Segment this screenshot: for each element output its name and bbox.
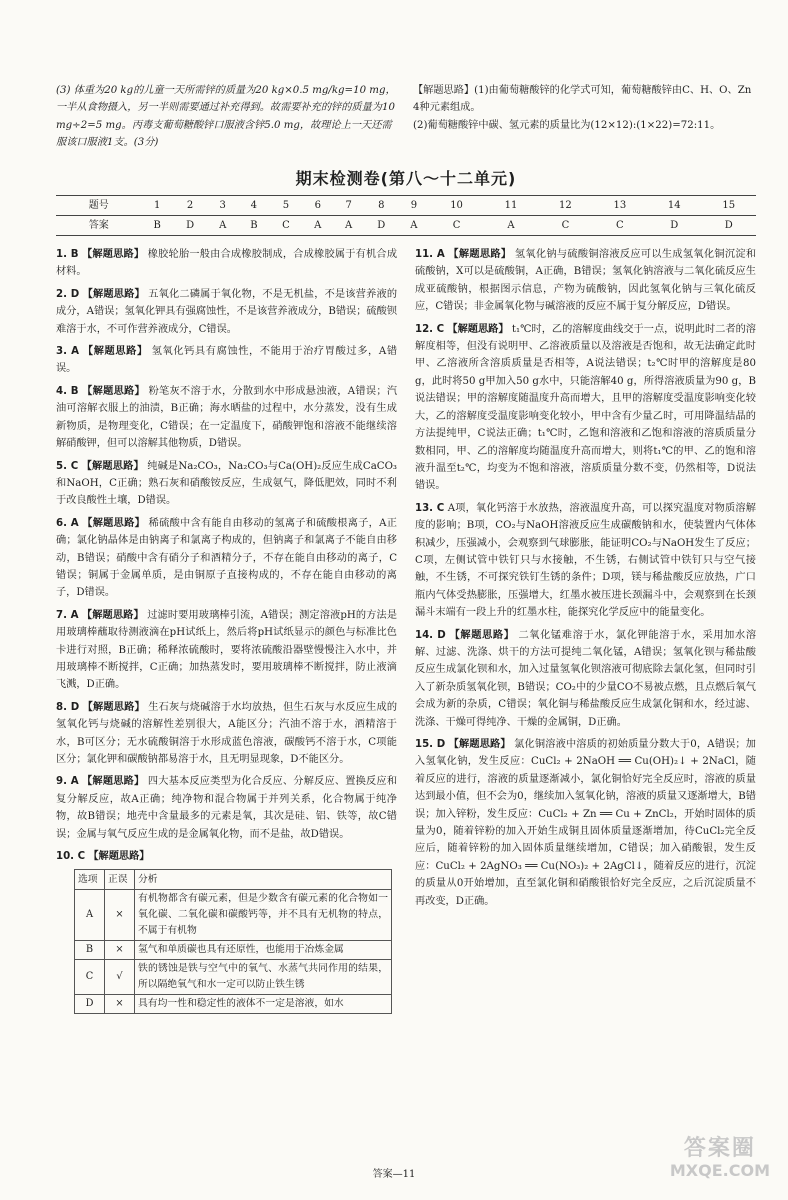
solution-number: 14. D [415,629,446,641]
page-title: 期末检测卷(第八～十二单元) [295,168,517,188]
answer-table-row-label: 答案 [56,216,141,236]
solution-text: 纯碱是Na₂CO₃，Na₂CO₃与Ca(OH)₂反应生成CaCO₃和NaOH，C正确；熟石灰和硝酸铵反应，生成氨气，降低肥效，同时不利于改良酸性土壤，D错误。 [56,460,398,507]
analysis-text: 铁的锈蚀是铁与空气中的氧气、水蒸气共同作用的结果，所以隔绝氧气和水一定可以防止铁生锈 [135,960,392,995]
answer-cell: D [647,216,701,236]
solution-tag: 【解题思路】 [82,776,145,788]
analysis-text: 具有均一性和稳定性的液体不一定是溶液，如水 [135,995,392,1014]
solution-item [56,383,397,453]
table-row [75,995,392,1014]
question-number: 2 [173,196,207,216]
answer-cell: A [333,216,364,236]
solution-number: 2. D [56,288,80,300]
solution-item [56,515,397,602]
solution-text: 氢氧化钠与硫酸铜溶液反应可以生成氢氧化铜沉淀和硫酸钠，X可以是硫酸铜，A正确，B错误；氢氧化钠溶液与二氧化硫反应生成亚硫酸钠，根据图示信息，产物为硫酸钠，因此氢氧化钠与三氧化硫反应，C错误；非金属氧化物与碱溶液的反应不属于复分解反应，D错误。 [415,249,757,313]
solution-number: 8. D [56,701,80,713]
left-solutions-column [56,246,397,1019]
solution-item [415,321,756,495]
table-row [75,941,392,960]
table-row [75,960,392,995]
top-left-column [56,82,399,152]
analysis-table [74,869,392,1014]
solution-text: 粉笔灰不溶于水，分散到水中形成悬浊液，A错误；汽油可溶解衣服上的油渍，B正确；海水晒盐的过程中，水分蒸发，没有生成新物质，是物理变化，C错误；在一定温度下，硝酸钾饱和溶液不能继续溶解硝酸钾，但可以溶解其他物质，D错误。 [56,385,398,450]
answer-table-answer-row [56,216,756,236]
question-number: 5 [270,196,303,216]
solution-text: A项，氧化钙溶于水放热，溶液温度升高，可以探究温度对物质溶解度的影响；B项，CO₂与NaOH溶液反应生成碳酸钠和水，使装置内气体体积减少，压强减小，会观察到气球膨胀，能证明CO₂与NaOH发生了反应；C项，左侧试管中铁钉只与水接触，不生锈，右侧试管中铁钉只与空气接触，不生锈，不可探究铁钉生锈的条件；D项，镁与稀盐酸反应放热，广口瓶内气体受热膨胀，压强增大，红墨水被压进长颈漏斗中，会观察到在长颈漏斗末端有一段上升的红墨水柱，能探究化学反应中的能量变化。 [415,502,756,619]
solution-text: 四大基本反应类型为化合反应、分解反应、置换反应和复分解反应，故A正确；纯净物和混合物属于并列关系，化合物属于纯净物，故B错误；地壳中含量最多的元素是氧，其次是硅、铝、铁等，故C错误；金属与氧气反应生成的是金属氧化物，而不是盐，故D错误。 [56,776,398,840]
answer-cell: A [484,216,538,236]
analysis-header-analysis: 分析 [135,870,392,890]
solution-tag: 【解题思路】 [81,249,145,261]
page [56,82,756,1019]
analysis-header-mark: 正误 [105,870,135,890]
solution-tag: 【解题思路】 [82,346,148,358]
solution-text: 五氧化二磷属于氧化物，不是无机盐，不是该营养液的成分，A错误；氢氧化钾具有强腐蚀性，不是该营养液成分，B错误；硫酸钡难溶于水，不可作营养液成分，C错误。 [56,288,398,335]
solution-number: 10. C [56,851,86,863]
top-right-text-2: (2)葡萄糖酸锌中碳、氢元素的质量比为(12×12):(1×22)=72:11。 [413,119,721,131]
analysis-option: B [75,941,105,960]
answer-cell: A [302,216,333,236]
solution-tag: 【解题思路】 [448,739,511,750]
solution-item [56,458,397,510]
solution-item [56,773,397,843]
solution-number: 11. A [415,249,445,261]
solution-tag: 【解题思路】 [82,701,145,713]
solution-number: 6. A [56,517,79,529]
solution-number: 5. C [56,460,79,472]
answer-table [56,195,756,236]
right-solutions-column [415,246,756,1019]
top-right-text-1: 【解题思路】(1)由葡萄糖酸锌的化学式可知，葡萄糖酸锌由C、H、O、Zn 4种元素组成。 [413,85,752,114]
answer-cell: C [270,216,303,236]
solution-number: 13. C [415,502,445,514]
question-number: 3 [207,196,238,216]
solution-item [56,343,397,378]
solution-text: 生石灰与烧碱溶于水均放热，但生石灰与水反应生成的氢氧化钙与烧碱的溶解性差别很大，A能区分；汽油不溶于水，酒精溶于水，B可区分；无水硫酸铜溶于水形成蓝色溶液，碳酸钙不溶于水，C项能区分；氯化钾和碳酸钠都易溶于水，且无明显现象，D不能区分。 [56,701,398,765]
answer-cell: C [538,216,592,236]
analysis-mark: × [105,995,135,1014]
solution-tag: 【解题思路】 [88,851,150,863]
answer-table-number-row [56,196,756,216]
solution-tag: 【解题思路】 [82,288,145,300]
analysis-option: C [75,960,105,995]
solution-tag: 【解题思路】 [82,385,146,397]
question-number: 13 [593,196,647,216]
solution-item [56,607,397,694]
solution-number: 4. B [56,385,79,397]
question-number: 1 [141,196,172,216]
answer-cell: B [238,216,269,236]
question-number: 11 [484,196,538,216]
watermark-logo [670,1136,770,1180]
top-right-column [413,82,756,152]
solution-item [415,246,756,316]
analysis-option: D [75,995,105,1014]
watermark-url: MXQE.COM [669,1161,770,1180]
analysis-mark: × [105,941,135,960]
analysis-mark: × [105,890,135,941]
answer-cell: A [207,216,238,236]
solution-number: 1. B [56,249,79,261]
solution-item [56,699,397,769]
analysis-header-option: 选项 [75,870,105,890]
solution-tag: 【解题思路】 [81,460,144,472]
solution-item [56,286,397,338]
solution-text: t₁℃时，乙的溶解度曲线交于一点，说明此时二者的溶解度相等，但没有说明甲、乙溶液质量以及溶液是否饱和，故无法确定此时甲、乙溶液所含溶质质量是否相等，A说法错误；t₂℃时甲的溶解度是80 g，此时将50 g甲加入50 g水中，只能溶解40 g，所得溶液质量为90 g，B说法错误；甲的溶解度随温度升高而增大，且甲的溶解度受温度影响变化较大，乙的溶解度受温度影响变化较小，甲中含有少量乙时，可用降温结晶的方法提纯甲，C说法正确；t₁℃时，乙饱和溶液和乙饱和溶液的溶质质量分数相同，甲、乙的溶解度均随温度升高而增大，则将t₁℃的甲、乙的饱和溶液升温至t₂℃，均变为不饱和溶液，溶质质量分数不变，仍然相等，D说法错误。 [415,323,756,492]
analysis-text: 氢气和单质碳也具有还原性，也能用于冶炼金属 [135,941,392,960]
analysis-table-header [75,870,392,890]
solution-item [56,848,397,1014]
solution-tag: 【解题思路】 [447,323,509,335]
question-number: 14 [647,196,701,216]
page-footer: 答案—11 [372,1169,416,1180]
answer-table-row-label: 题号 [56,196,141,216]
top-section [56,82,756,152]
solution-item [415,627,756,731]
answer-cell: D [173,216,207,236]
solution-text: 氯化铜溶液中溶质的初始质量分数大于0，A错误；加入氢氧化钠，发生反应：CuCl₂ + 2NaOH ══ Cu(OH)₂↓ + 2NaCl，随着反应的进行，溶液的质量逐渐减小，氯化铜恰好完全反应时，溶液的质量达到最小值，但不会为0，继续加入氢氧化钠，溶液的质量又逐渐增大，B错误；加入锌粉，发生反应：CuCl₂ + Zn ══ Cu + ZnCl₂，开始时固体的质量为0，随着锌粉的加入开始生成铜且固体质量逐渐增加，待CuCl₂完全反应后，随着锌粉的加入固体质量继续增加，C错误；加入硝酸银，发生反应：CuCl₂ + 2AgNO₃ ══ Cu(NO₃)₂ + 2AgCl↓，随着反应的进行，沉淀的质量从0开始增加，直至氯化铜和硝酸银恰好完全反应，之后沉淀质量不再改变，D正确。 [415,739,756,907]
question-number: 10 [429,196,483,216]
solution-number: 7. A [56,609,79,621]
analysis-option: A [75,890,105,941]
solution-tag: 【解题思路】 [448,249,512,261]
answer-cell: D [364,216,398,236]
question-number: 6 [302,196,333,216]
watermark-text: 答案圈 [683,1136,756,1161]
solution-item [415,500,756,622]
top-left-text: (3) 体重为20 kg的儿童一天所需锌的质量为20 kg×0.5 mg/kg=10 mg，一半从食物摄入，另一半则需要通过补充得到。故需要补充的锌的质量为10 mg÷2=5 mg。丙毒支葡萄糖酸锌口服液含锌5.0 mg，故理论上一天还需服该口服液1支。(3分) [56,85,396,149]
solution-tag: 【解题思路】 [449,629,515,641]
question-number: 15 [701,196,756,216]
answer-cell: C [593,216,647,236]
solution-number: 3. A [56,346,80,358]
solutions-section [56,246,756,1019]
answer-cell: B [141,216,172,236]
solution-tag: 【解题思路】 [81,609,144,621]
answer-cell: C [429,216,483,236]
solution-number: 9. A [56,776,79,788]
answer-cell: D [701,216,756,236]
solution-text: 二氧化锰难溶于水，氯化钾能溶于水，采用加水溶解、过滤、洗涤、烘干的方法可提纯二氧化锰，A错误；氢氧化钡与稀盐酸反应生成氯化钡和水，加入过量氢氧化钡溶液可彻底除去氯化氢，但同时引入了新杂质氢氧化钡，B错误；CO₂中的少量CO不易被点燃，且点燃后氧气会成为新的杂质，C错误；氧化铜与稀盐酸反应生成氯化铜和水，经过滤、洗涤、干燥可得纯净、干燥的金属铜，D正确。 [415,629,757,728]
solution-number: 12. C [415,323,445,335]
solution-item [56,246,397,281]
solution-text: 稀硫酸中含有能自由移动的氢离子和硫酸根离子，A正确；氯化钠晶体是由钠离子和氯离子构成的，但钠离子和氯离子不能自由移动，B错误；硝酸中含有硝分子和酒精分子，不存在能自由移动的离子，C错误；铜属于金属单质，是由铜原子直接构成的，不存在能自由移动的离子，D错误。 [56,517,397,599]
solution-text: 橡胶轮胎一般由合成橡胶制成，合成橡胶属于有机合成材料。 [56,249,398,278]
solution-tag: 【解题思路】 [82,517,146,529]
solution-text: 过滤时要用玻璃棒引流，A错误；测定溶液pH的方法是用玻璃棒蘸取待测液滴在pH试纸上，然后将pH试纸显示的颜色与标准比色卡进行对照，B正确；稀释浓硫酸时，要将浓硫酸沿器壁慢慢注入水中，并用玻璃棒不断搅拌，C正确；加热蒸发时，要用玻璃棒不断搅拌，防止液滴飞溅，D正确。 [56,609,398,691]
analysis-mark: √ [105,960,135,995]
table-row [75,890,392,941]
solution-number: 15. D [415,739,446,750]
question-number: 8 [364,196,398,216]
answer-cell: A [398,216,429,236]
solution-item [415,736,756,910]
question-number: 12 [538,196,592,216]
question-number: 9 [398,196,429,216]
question-number: 4 [238,196,269,216]
solution-text: 氢氧化钙具有腐蚀性，不能用于治疗胃酸过多，A错误。 [56,346,398,375]
question-number: 7 [333,196,364,216]
analysis-text: 有机物都含有碳元素，但是少数含有碳元素的化合物如一氧化碳、二氧化碳和碳酸钙等，并不具有无机物的特点，不属于有机物 [135,890,392,941]
